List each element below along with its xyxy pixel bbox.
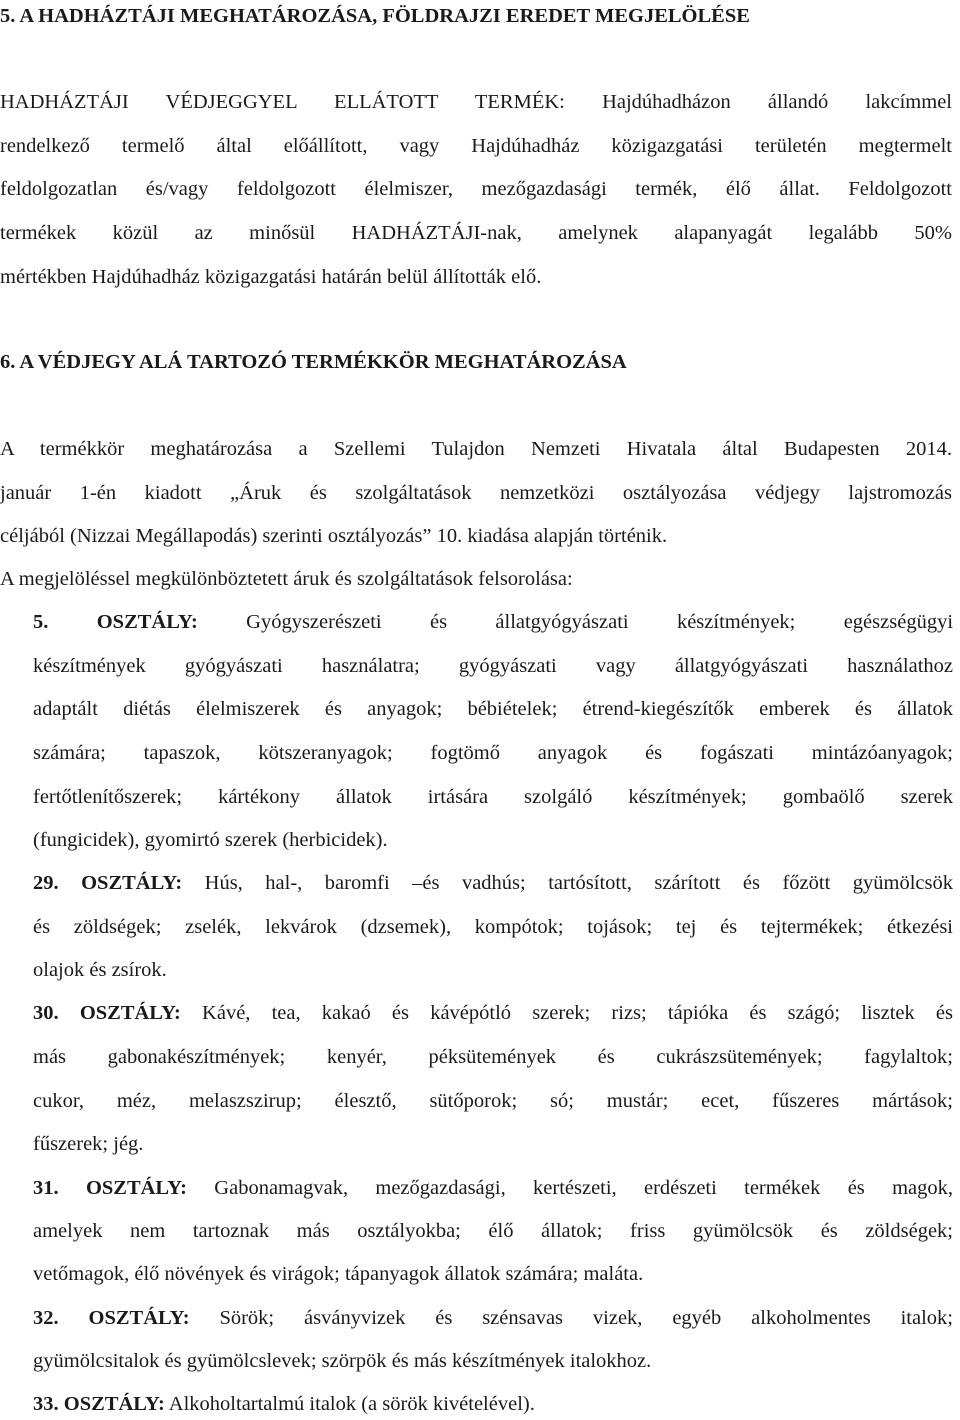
class-line: adaptált diétás élelmiszerek és anyagok; bébiételek; étrend-kiegészítők emberek és állatok xyxy=(33,698,953,720)
class-line: fertőtlenítőszerek; kártékony állatok irtására szolgáló készítmények; gombaölő szerek xyxy=(33,786,953,808)
class-line: és zöldségek; zselék, lekvárok (dzsemek), kompótok; tojások; tej és tejtermékek; étkezési xyxy=(33,916,953,938)
section-6-line: céljából (Nizzai Megállapodás) szerinti osztályozás” 10. kiadása alapján történik. xyxy=(0,525,668,547)
class-line: készítmények gyógyászati használatra; gyógyászati vagy állatgyógyászati használathoz xyxy=(33,655,953,677)
class-line: amelyek nem tartoznak más osztályokba; élő állatok; friss gyümölcsök és zöldségek; xyxy=(33,1220,953,1242)
section-6-line: A megjelöléssel megkülönböztetett áruk és szolgáltatások felsorolása: xyxy=(0,568,573,590)
class-label: OSZTÁLY: xyxy=(79,1002,181,1024)
class-entry-33 xyxy=(33,1390,535,1418)
class-line: más gabonakészítmények; kenyér, péksütemények és cukrászsütemények; fagylaltok; xyxy=(33,1046,953,1068)
class-number: 5. xyxy=(33,611,49,633)
class-text: Gabonamagvak, mezőgazdasági, kertészeti, erdészeti termékek és magok, xyxy=(214,1177,954,1199)
class-line: fűszerek; jég. xyxy=(33,1133,144,1155)
section-5-line: mértékben Hajdúhadház közigazgatási határán belül állították elő. xyxy=(0,266,542,288)
section-5-line: termékek közül az minősül HADHÁZTÁJI-nak, amelynek alapanyagát legalább 50% xyxy=(0,222,952,244)
class-entry-5 xyxy=(33,608,953,636)
class-line: gyümölcsitalok és gyümölcslevek; szörpök és más készítmények italokhoz. xyxy=(33,1350,652,1372)
class-entry-32 xyxy=(33,1304,953,1332)
class-number: 32. xyxy=(33,1307,59,1329)
class-line: olajok és zsírok. xyxy=(33,959,167,981)
class-text: Gyógyszerészeti és állatgyógyászati készítmények; egészségügyi xyxy=(246,611,954,633)
class-entry-29 xyxy=(33,869,953,897)
class-text: Alkoholtartalmú italok (a sörök kivételével). xyxy=(168,1393,535,1415)
section-6-heading: 6. A VÉDJEGY ALÁ TARTOZÓ TERMÉKKÖR MEGHATÁROZÁSA xyxy=(0,351,627,373)
class-label: OSZTÁLY: xyxy=(88,1307,190,1329)
section-5-line: feldolgozatlan és/vagy feldolgozott élelmiszer, mezőgazdasági termék, élő állat. Feldolgozott xyxy=(0,178,952,200)
section-5-heading: 5. A HADHÁZTÁJI MEGHATÁROZÁSA, FÖLDRAJZI EREDET MEGJELÖLÉSE xyxy=(0,5,750,27)
class-number: 29. xyxy=(33,872,59,894)
class-label: OSZTÁLY: xyxy=(96,611,198,633)
class-entry-30 xyxy=(33,999,953,1027)
class-label: OSZTÁLY: xyxy=(85,1177,187,1199)
class-line: cukor, méz, melaszszirup; élesztő, sütőporok; só; mustár; ecet, fűszeres mártások; xyxy=(33,1090,953,1112)
section-6-line: A termékkör meghatározása a Szellemi Tulajdon Nemzeti Hivatala által Budapesten 2014. xyxy=(0,438,952,460)
class-text: Hús, hal-, baromfi –és vadhús; tartósított, szárított és főzött gyümölcsök xyxy=(204,872,953,894)
class-text: Kávé, tea, kakaó és kávépótló szerek; rizs; tápióka és szágó; lisztek és xyxy=(202,1002,954,1024)
class-line: számára; tapaszok, kötszeranyagok; fogtömő anyagok és fogászati mintázóanyagok; xyxy=(33,742,953,764)
class-line: (fungicidek), gyomirtó szerek (herbicidek). xyxy=(33,829,388,851)
class-label: OSZTÁLY: xyxy=(63,1393,165,1415)
class-number: 33. xyxy=(33,1393,59,1415)
section-5-line: rendelkező termelő által előállított, vagy Hajdúhadház közigazgatási területén megtermelt xyxy=(0,135,952,157)
class-number: 31. xyxy=(33,1177,59,1199)
class-number: 30. xyxy=(33,1002,59,1024)
class-entry-31 xyxy=(33,1174,953,1202)
class-label: OSZTÁLY: xyxy=(81,872,183,894)
section-5-line: HADHÁZTÁJI VÉDJEGGYEL ELLÁTOTT TERMÉK: Hajdúhadházon állandó lakcímmel xyxy=(0,91,952,113)
class-line: vetőmagok, élő növények és virágok; tápanyagok állatok számára; maláta. xyxy=(33,1263,644,1285)
class-text: Sörök; ásványvizek és szénsavas vizek, egyéb alkoholmentes italok; xyxy=(219,1307,953,1329)
section-6-line: január 1-én kiadott „Áruk és szolgáltatások nemzetközi osztályozása védjegy lajstromozás xyxy=(0,482,952,504)
